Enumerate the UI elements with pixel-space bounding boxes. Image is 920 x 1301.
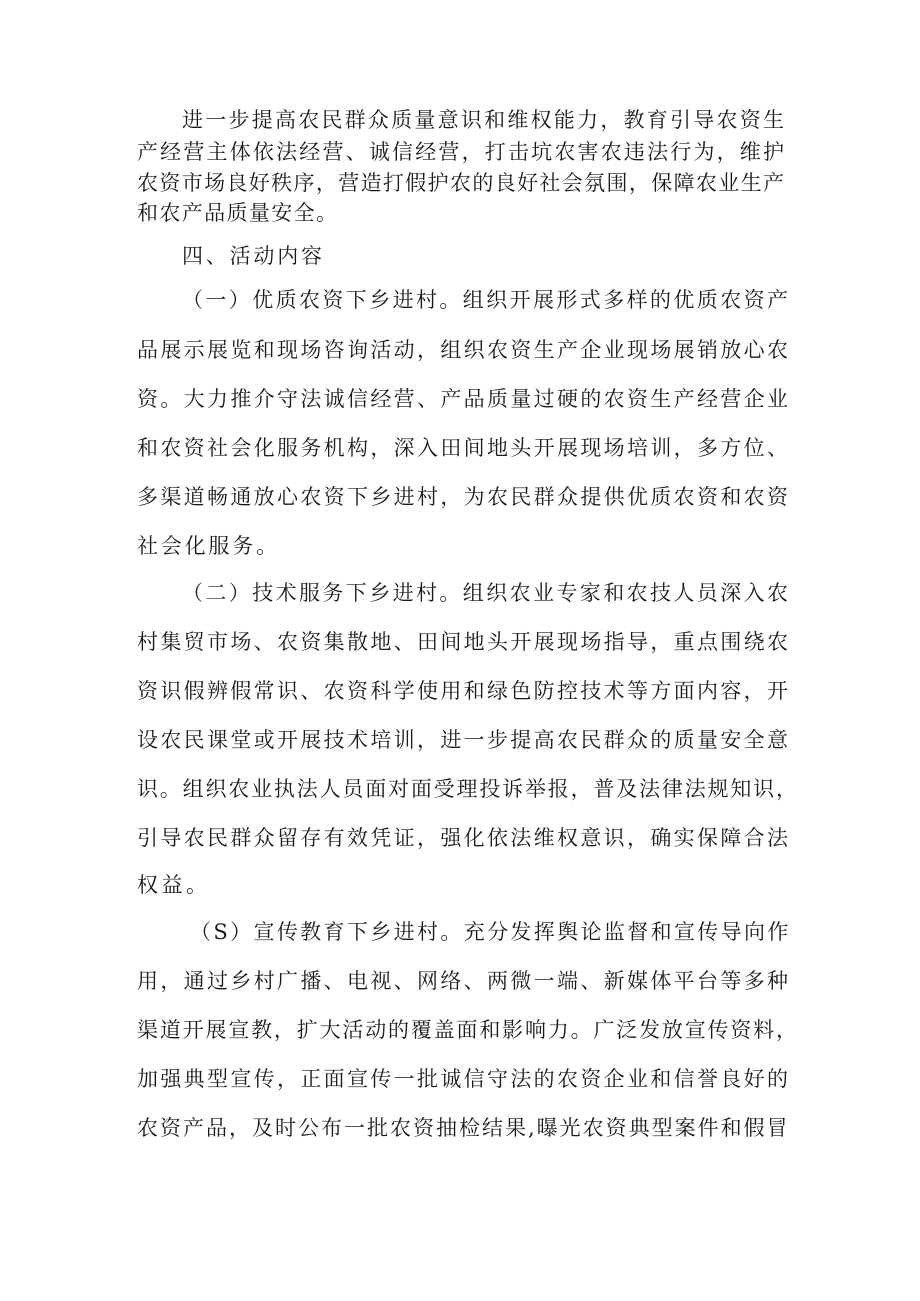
- section-2-line-1: （二）技术服务下乡进村。组织农业专家和农技人员深入农: [182, 581, 791, 605]
- section-3-line-1: （S）宣传教育下乡进村。充分发挥舆论监督和宣传导向作: [190, 920, 791, 944]
- paragraph-1-line-4: 和农产品质量安全。: [137, 201, 339, 225]
- section-2-line-7: 权益。: [137, 873, 211, 897]
- section-1-line-1: （一）优质农资下乡进村。组织开展形式多样的优质农资产: [182, 288, 791, 312]
- section-1-line-6: 社会化服务。: [137, 534, 280, 558]
- section-2-line-4: 设农民课堂或开展技术培训，进一步提高农民群众的质量安全意: [137, 728, 791, 752]
- section-3-line-4: 加强典型宣传，正面宣传一批诚信守法的农资企业和信誉良好的: [137, 1067, 791, 1091]
- section-2-line-2: 村集贸市场、农资集散地、田间地头开展现场指导，重点围绕农: [137, 630, 791, 654]
- section-3-line-5: 农资产品，及时公布一批农资抽检结果,曝光农资典型案件和假冒: [137, 1116, 790, 1140]
- paragraph-1-line-1: 进一步提高农民群众质量意识和维权能力，教育引导农资生: [182, 108, 787, 132]
- section-1-line-3: 资。大力推介守法诚信经营、产品质量过硬的农资生产经营企业: [137, 387, 791, 411]
- section-1-line-5: 多渠道畅通放心农资下乡进村，为农民群众提供优质农资和农资: [137, 485, 791, 509]
- section-2-line-6: 引导农民群众留存有效凭证，强化依法维权意识，确实保障合法: [137, 826, 791, 850]
- section-3-line-2: 用，通过乡村广播、电视、网络、两微一端、新媒体平台等多种: [137, 969, 791, 993]
- section-2-line-5: 识。组织农业执法人员面对面受理投诉举报，普及法律法规知识，: [137, 777, 799, 801]
- section-heading-4: 四、活动内容: [182, 244, 325, 268]
- section-1-line-2: 品展示展览和现场咨询活动，组织农资生产企业现场展销放心农: [137, 338, 791, 362]
- paragraph-1-line-2: 产经营主体依法经营、诚信经营，打击坑农害农违法行为，维护: [137, 140, 787, 164]
- section-3-line-3: 渠道开展宣教，扩大活动的覆盖面和影响力。广泛发放宣传资料，: [137, 1018, 799, 1042]
- section-1-line-4: 和农资社会化服务机构，深入田间地头开展现场培训，多方位、: [137, 436, 791, 460]
- paragraph-1-line-3: 农资市场良好秩序，营造打假护农的良好社会氛围，保障农业生产: [137, 171, 786, 195]
- section-2-line-3: 资识假辨假常识、农资科学使用和绿色防控技术等方面内容，开: [137, 679, 791, 703]
